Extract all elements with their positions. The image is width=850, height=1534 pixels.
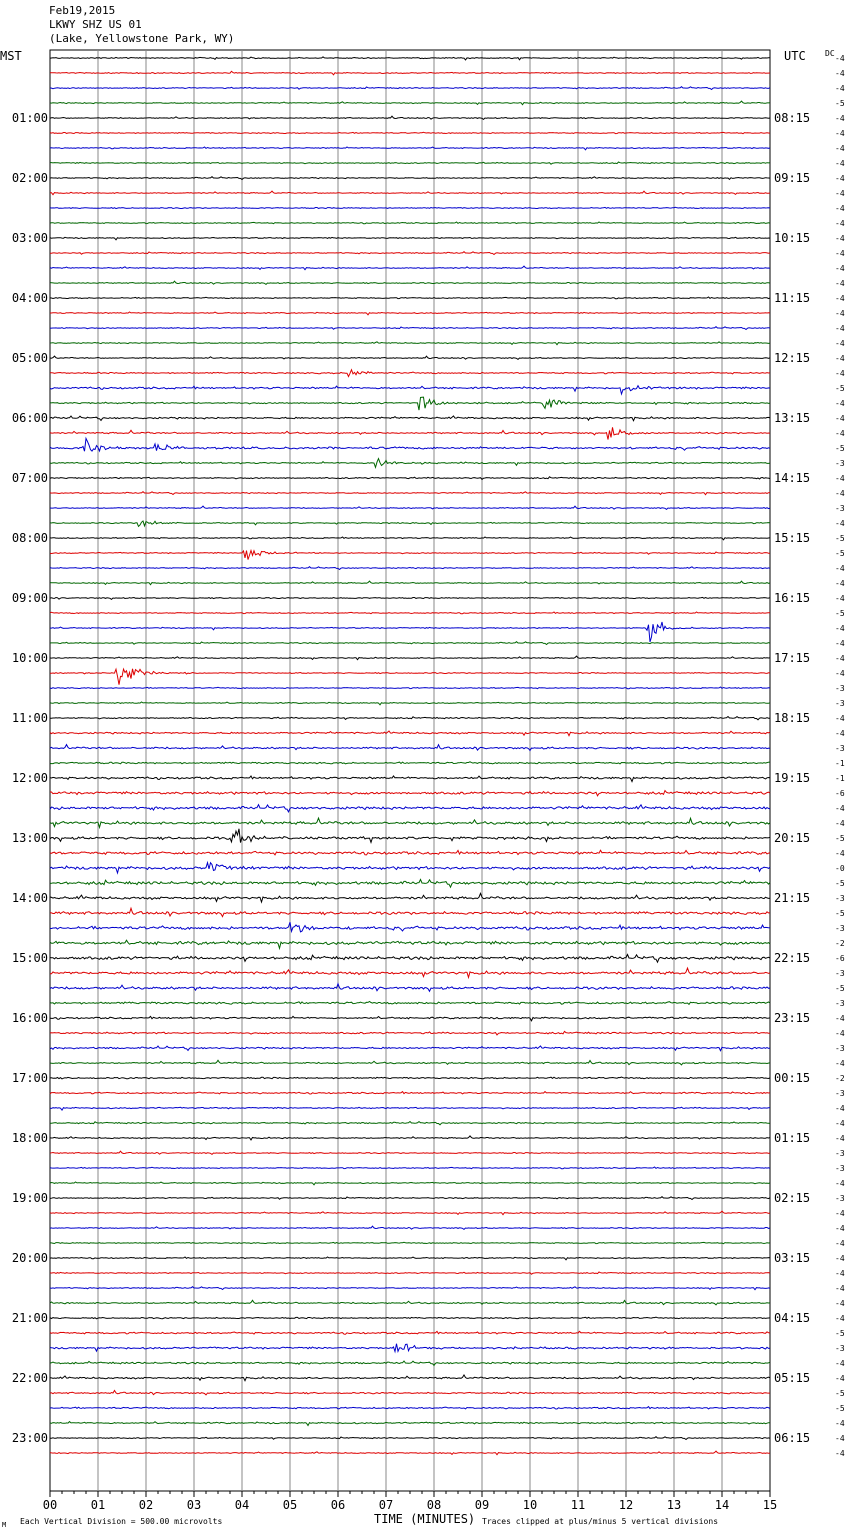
dc-offset-label: -4 [835, 219, 845, 228]
dc-label: DC [825, 49, 835, 58]
dc-offset-label: -3 [835, 969, 845, 978]
dc-offset-label: -2 [835, 939, 845, 948]
trace-line [50, 1451, 770, 1455]
x-tick-label: 04 [234, 1498, 250, 1512]
utc-hour-label: 12:15 [774, 351, 811, 365]
trace-line [50, 477, 770, 480]
dc-offset-label: -4 [835, 249, 845, 258]
trace-line [50, 1344, 770, 1352]
clip-note: Traces clipped at plus/minus 5 vertical divisions [482, 1517, 719, 1526]
dc-offset-label: -4 [835, 399, 845, 408]
trace-line [50, 281, 770, 284]
trace-line [50, 1107, 770, 1110]
mst-hour-label: 20:00 [11, 1251, 48, 1265]
trace-line [50, 551, 770, 560]
trace-line [50, 1211, 770, 1215]
dc-offset-label: -4 [835, 1059, 845, 1068]
trace-line [50, 1167, 770, 1169]
dc-offset-label: -4 [835, 654, 845, 663]
trace-line [50, 297, 770, 299]
utc-hour-label: 06:15 [774, 1431, 811, 1445]
dc-offset-label: -4 [835, 639, 845, 648]
trace-line [50, 922, 770, 932]
dc-offset-label: -4 [835, 54, 845, 63]
plot-frame [50, 50, 770, 1491]
dc-offset-label: -3 [835, 699, 845, 708]
dc-offset-label: -4 [835, 1359, 845, 1368]
trace-line [50, 1197, 770, 1200]
dc-offset-label: -4 [835, 234, 845, 243]
dc-offset-label: -4 [835, 309, 845, 318]
dc-offset-label: -4 [835, 624, 845, 633]
dc-offset-label: -0 [835, 864, 845, 873]
trace-line [50, 1002, 770, 1005]
x-tick-label: 15 [762, 1498, 778, 1512]
dc-offset-label: -5 [835, 99, 845, 108]
x-tick-label: 06 [330, 1498, 346, 1512]
trace-line [50, 1422, 770, 1426]
dc-offset-label: -5 [835, 534, 845, 543]
x-tick-label: 08 [426, 1498, 442, 1512]
dc-offset-label: -4 [835, 579, 845, 588]
dc-offset-label: -4 [835, 1314, 845, 1323]
trace-line [50, 356, 770, 359]
utc-hour-label: 09:15 [774, 171, 811, 185]
mst-hour-label: 10:00 [11, 651, 48, 665]
dc-offset-label: -4 [835, 1434, 845, 1443]
dc-offset-label: -5 [835, 909, 845, 918]
trace-line [50, 791, 770, 796]
dc-offset-label: -3 [835, 924, 845, 933]
trace-line [50, 612, 770, 614]
corner-mark: M [2, 1521, 7, 1529]
station-location: (Lake, Yellowstone Park, WY) [49, 32, 235, 45]
utc-hour-label: 04:15 [774, 1311, 811, 1325]
trace-line [50, 266, 770, 270]
utc-hour-label: 14:15 [774, 471, 811, 485]
trace-line [50, 1092, 770, 1094]
dc-offset-label: -4 [835, 204, 845, 213]
dc-offset-label: -4 [835, 1254, 845, 1263]
trace-line [50, 1375, 770, 1381]
trace-line [50, 597, 770, 599]
dc-offset-label: -4 [835, 489, 845, 498]
dc-offset-label: -4 [835, 1209, 845, 1218]
mst-hour-label: 04:00 [11, 291, 48, 305]
dc-offset-label: -4 [835, 1014, 845, 1023]
mst-hour-label: 09:00 [11, 591, 48, 605]
x-tick-label: 11 [570, 1498, 586, 1512]
dc-offset-label: -4 [835, 429, 845, 438]
trace-line [50, 731, 770, 736]
trace-line [50, 1272, 770, 1274]
trace-line [50, 177, 770, 180]
dc-offset-label: -3 [835, 1164, 845, 1173]
mst-hour-label: 13:00 [11, 831, 48, 845]
mst-hour-label: 17:00 [11, 1071, 48, 1085]
trace-line [50, 506, 770, 509]
trace-line [50, 1361, 770, 1365]
x-tick-label: 14 [714, 1498, 730, 1512]
utc-hour-label: 01:15 [774, 1131, 811, 1145]
dc-offset-label: -4 [835, 1374, 845, 1383]
dc-offset-label: -3 [835, 1194, 845, 1203]
dc-offset-label: -4 [835, 114, 845, 123]
trace-line [50, 762, 770, 764]
utc-hour-label: 08:15 [774, 111, 811, 125]
trace-line [50, 87, 770, 90]
dc-offset-label: -4 [835, 369, 845, 378]
chart-date: Feb19,2015 [49, 4, 116, 17]
dc-offset-label: -4 [835, 1224, 845, 1233]
utc-hour-label: 10:15 [774, 231, 811, 245]
dc-offset-label: -4 [835, 144, 845, 153]
dc-offset-label: -4 [835, 1134, 845, 1143]
trace-line [50, 71, 770, 75]
dc-offset-label: -4 [835, 1104, 845, 1113]
dc-offset-label: -4 [835, 474, 845, 483]
dc-offset-label: -4 [835, 1419, 845, 1428]
trace-line [50, 581, 770, 585]
trace-line [50, 1287, 770, 1290]
trace-line [50, 1151, 770, 1154]
dc-offset-label: -4 [835, 1269, 845, 1278]
dc-offset-label: -5 [835, 1329, 845, 1338]
dc-offset-label: -5 [835, 1404, 845, 1413]
trace-line [50, 1437, 770, 1440]
trace-line [50, 57, 770, 60]
dc-offset-label: -4 [835, 279, 845, 288]
trace-line [50, 642, 770, 645]
trace-line [50, 397, 770, 410]
dc-offset-label: -6 [835, 789, 845, 798]
utc-hour-label: 15:15 [774, 531, 811, 545]
trace-line [50, 955, 770, 963]
trace-line [50, 1060, 770, 1065]
utc-hour-label: 16:15 [774, 591, 811, 605]
trace-line [50, 459, 770, 468]
trace-line [50, 162, 770, 164]
dc-offset-label: -5 [835, 834, 845, 843]
dc-offset-label: -3 [835, 894, 845, 903]
trace-line [50, 116, 770, 119]
dc-offset-label: -3 [835, 684, 845, 693]
x-tick-label: 05 [282, 1498, 298, 1512]
scale-note: Each Vertical Division = 500.00 microvolts [20, 1517, 223, 1526]
utc-hour-label: 20:15 [774, 831, 811, 845]
dc-offset-label: -4 [835, 714, 845, 723]
trace-line [50, 207, 770, 208]
trace-line [50, 132, 770, 133]
trace-line [50, 370, 770, 377]
mst-hour-label: 05:00 [11, 351, 48, 365]
trace-line [50, 863, 770, 873]
trace-line [50, 386, 770, 394]
dc-offset-label: -4 [835, 264, 845, 273]
trace-line [50, 191, 770, 195]
dc-offset-label: -4 [835, 189, 845, 198]
trace-line [50, 537, 770, 540]
mst-hour-label: 16:00 [11, 1011, 48, 1025]
trace-line [50, 222, 770, 224]
mst-hour-label: 22:00 [11, 1371, 48, 1385]
dc-offset-label: -4 [835, 324, 845, 333]
utc-hour-label: 02:15 [774, 1191, 811, 1205]
mst-hour-label: 12:00 [11, 771, 48, 785]
trace-line [50, 1257, 770, 1260]
dc-offset-label: -4 [835, 1299, 845, 1308]
utc-hour-label: 18:15 [774, 711, 811, 725]
utc-hour-label: 13:15 [774, 411, 811, 425]
dc-offset-label: -2 [835, 1074, 845, 1083]
dc-offset-label: -5 [835, 984, 845, 993]
utc-hour-label: 05:15 [774, 1371, 811, 1385]
mst-hour-label: 06:00 [11, 411, 48, 425]
trace-line [50, 717, 770, 720]
seismic-traces [50, 57, 770, 1455]
dc-offset-label: -3 [835, 999, 845, 1008]
trace-line [50, 818, 770, 827]
dc-offset-label: -4 [835, 519, 845, 528]
dc-offset-label: -1 [835, 774, 845, 783]
mst-hour-label: 08:00 [11, 531, 48, 545]
utc-hour-label: 23:15 [774, 1011, 811, 1025]
trace-line [50, 1046, 770, 1051]
x-tick-label: 09 [474, 1498, 490, 1512]
trace-line [50, 880, 770, 888]
dc-offset-label: -4 [835, 1284, 845, 1293]
trace-line [50, 968, 770, 977]
trace-line [50, 745, 770, 751]
trace-line [50, 805, 770, 812]
trace-line [50, 1317, 770, 1319]
trace-line [50, 908, 770, 916]
trace-line [50, 1016, 770, 1020]
dc-offset-label: -3 [835, 504, 845, 513]
dc-offset-label: -4 [835, 564, 845, 573]
dc-offset-label: -4 [835, 669, 845, 678]
dc-offset-label: -4 [835, 1449, 845, 1458]
x-tick-label: 02 [138, 1498, 154, 1512]
x-axis-label: TIME (MINUTES) [374, 1512, 476, 1526]
utc-axis-title: UTC [784, 49, 806, 63]
mst-hour-label: 19:00 [11, 1191, 48, 1205]
mst-hour-label: 11:00 [11, 711, 48, 725]
x-tick-label: 10 [522, 1498, 538, 1512]
x-tick-label: 01 [90, 1498, 106, 1512]
trace-line [50, 237, 770, 240]
trace-line [50, 940, 770, 948]
mst-axis-title: MST [0, 49, 22, 63]
trace-line [50, 1407, 770, 1409]
trace-line [50, 669, 770, 685]
dc-offset-label: -4 [835, 1119, 845, 1128]
utc-hour-label: 22:15 [774, 951, 811, 965]
dc-offset-label: -4 [835, 354, 845, 363]
trace-line [50, 252, 770, 255]
dc-offset-label: -4 [835, 129, 845, 138]
station-code: LKWY SHZ US 01 [49, 18, 142, 31]
dc-offset-label: -4 [835, 159, 845, 168]
dc-offset-label: -5 [835, 549, 845, 558]
dc-offset-label: -4 [835, 69, 845, 78]
trace-line [50, 622, 770, 642]
trace-line [50, 567, 770, 570]
dc-offset-label: -5 [835, 1389, 845, 1398]
trace-line [50, 1077, 770, 1079]
trace-line [50, 416, 770, 421]
trace-line [50, 101, 770, 105]
dc-offset-label: -5 [835, 444, 845, 453]
trace-line [50, 438, 770, 451]
mst-hour-label: 14:00 [11, 891, 48, 905]
mst-hour-label: 15:00 [11, 951, 48, 965]
trace-line [50, 776, 770, 782]
mst-hour-label: 21:00 [11, 1311, 48, 1325]
trace-line [50, 1136, 770, 1140]
trace-line [50, 1122, 770, 1125]
dc-offset-label: -4 [835, 1239, 845, 1248]
dc-offset-label: -1 [835, 759, 845, 768]
dc-offset-label: -5 [835, 609, 845, 618]
trace-line [50, 1242, 770, 1243]
mst-hour-label: 01:00 [11, 111, 48, 125]
mst-hour-label: 03:00 [11, 231, 48, 245]
dc-offset-label: -3 [835, 1089, 845, 1098]
x-tick-label: 07 [378, 1498, 394, 1512]
dc-offset-label: -3 [835, 459, 845, 468]
dc-offset-label: -4 [835, 1029, 845, 1038]
dc-offset-label: -5 [835, 879, 845, 888]
trace-line [50, 1331, 770, 1334]
trace-line [50, 829, 770, 843]
dc-offset-label: -6 [835, 954, 845, 963]
dc-offset-label: -3 [835, 744, 845, 753]
trace-line [50, 521, 770, 526]
utc-hour-label: 03:15 [774, 1251, 811, 1265]
trace-line [50, 312, 770, 315]
trace-line [50, 893, 770, 902]
trace-line [50, 687, 770, 689]
dc-offset-label: -4 [835, 294, 845, 303]
x-tick-label: 12 [618, 1498, 634, 1512]
dc-offset-label: -5 [835, 384, 845, 393]
trace-line [50, 850, 770, 855]
dc-offset-label: -4 [835, 339, 845, 348]
x-tick-label: 13 [666, 1498, 682, 1512]
utc-hour-label: 11:15 [774, 291, 811, 305]
trace-line [50, 342, 770, 345]
dc-offset-label: -4 [835, 849, 845, 858]
dc-offset-label: -3 [835, 1044, 845, 1053]
dc-offset-label: -4 [835, 414, 845, 423]
dc-offset-label: -4 [835, 84, 845, 93]
x-tick-label: 00 [42, 1498, 58, 1512]
x-tick-label: 03 [186, 1498, 202, 1512]
dc-offset-label: -4 [835, 174, 845, 183]
trace-line [50, 1182, 770, 1185]
trace-line [50, 1031, 770, 1035]
dc-offset-label: -4 [835, 729, 845, 738]
trace-line [50, 1391, 770, 1395]
utc-hour-label: 17:15 [774, 651, 811, 665]
trace-line [50, 492, 770, 495]
trace-line [50, 147, 770, 150]
trace-line [50, 1226, 770, 1229]
utc-hour-label: 19:15 [774, 771, 811, 785]
dc-offset-label: -4 [835, 594, 845, 603]
dc-offset-label: -3 [835, 1149, 845, 1158]
mst-hour-label: 02:00 [11, 171, 48, 185]
dc-offset-label: -3 [835, 1344, 845, 1353]
dc-offset-label: -4 [835, 804, 845, 813]
minute-gridlines [50, 50, 770, 1497]
mst-hour-label: 07:00 [11, 471, 48, 485]
trace-line [50, 427, 770, 439]
trace-line [50, 984, 770, 992]
mst-hour-label: 23:00 [11, 1431, 48, 1445]
utc-hour-label: 00:15 [774, 1071, 811, 1085]
trace-line [50, 1300, 770, 1305]
utc-hour-label: 21:15 [774, 891, 811, 905]
axis-labels [0, 49, 845, 1529]
dc-offset-label: -4 [835, 1179, 845, 1188]
trace-line [50, 327, 770, 330]
trace-line [50, 656, 770, 660]
trace-line [50, 702, 770, 705]
mst-hour-label: 18:00 [11, 1131, 48, 1145]
dc-offset-label: -4 [835, 819, 845, 828]
